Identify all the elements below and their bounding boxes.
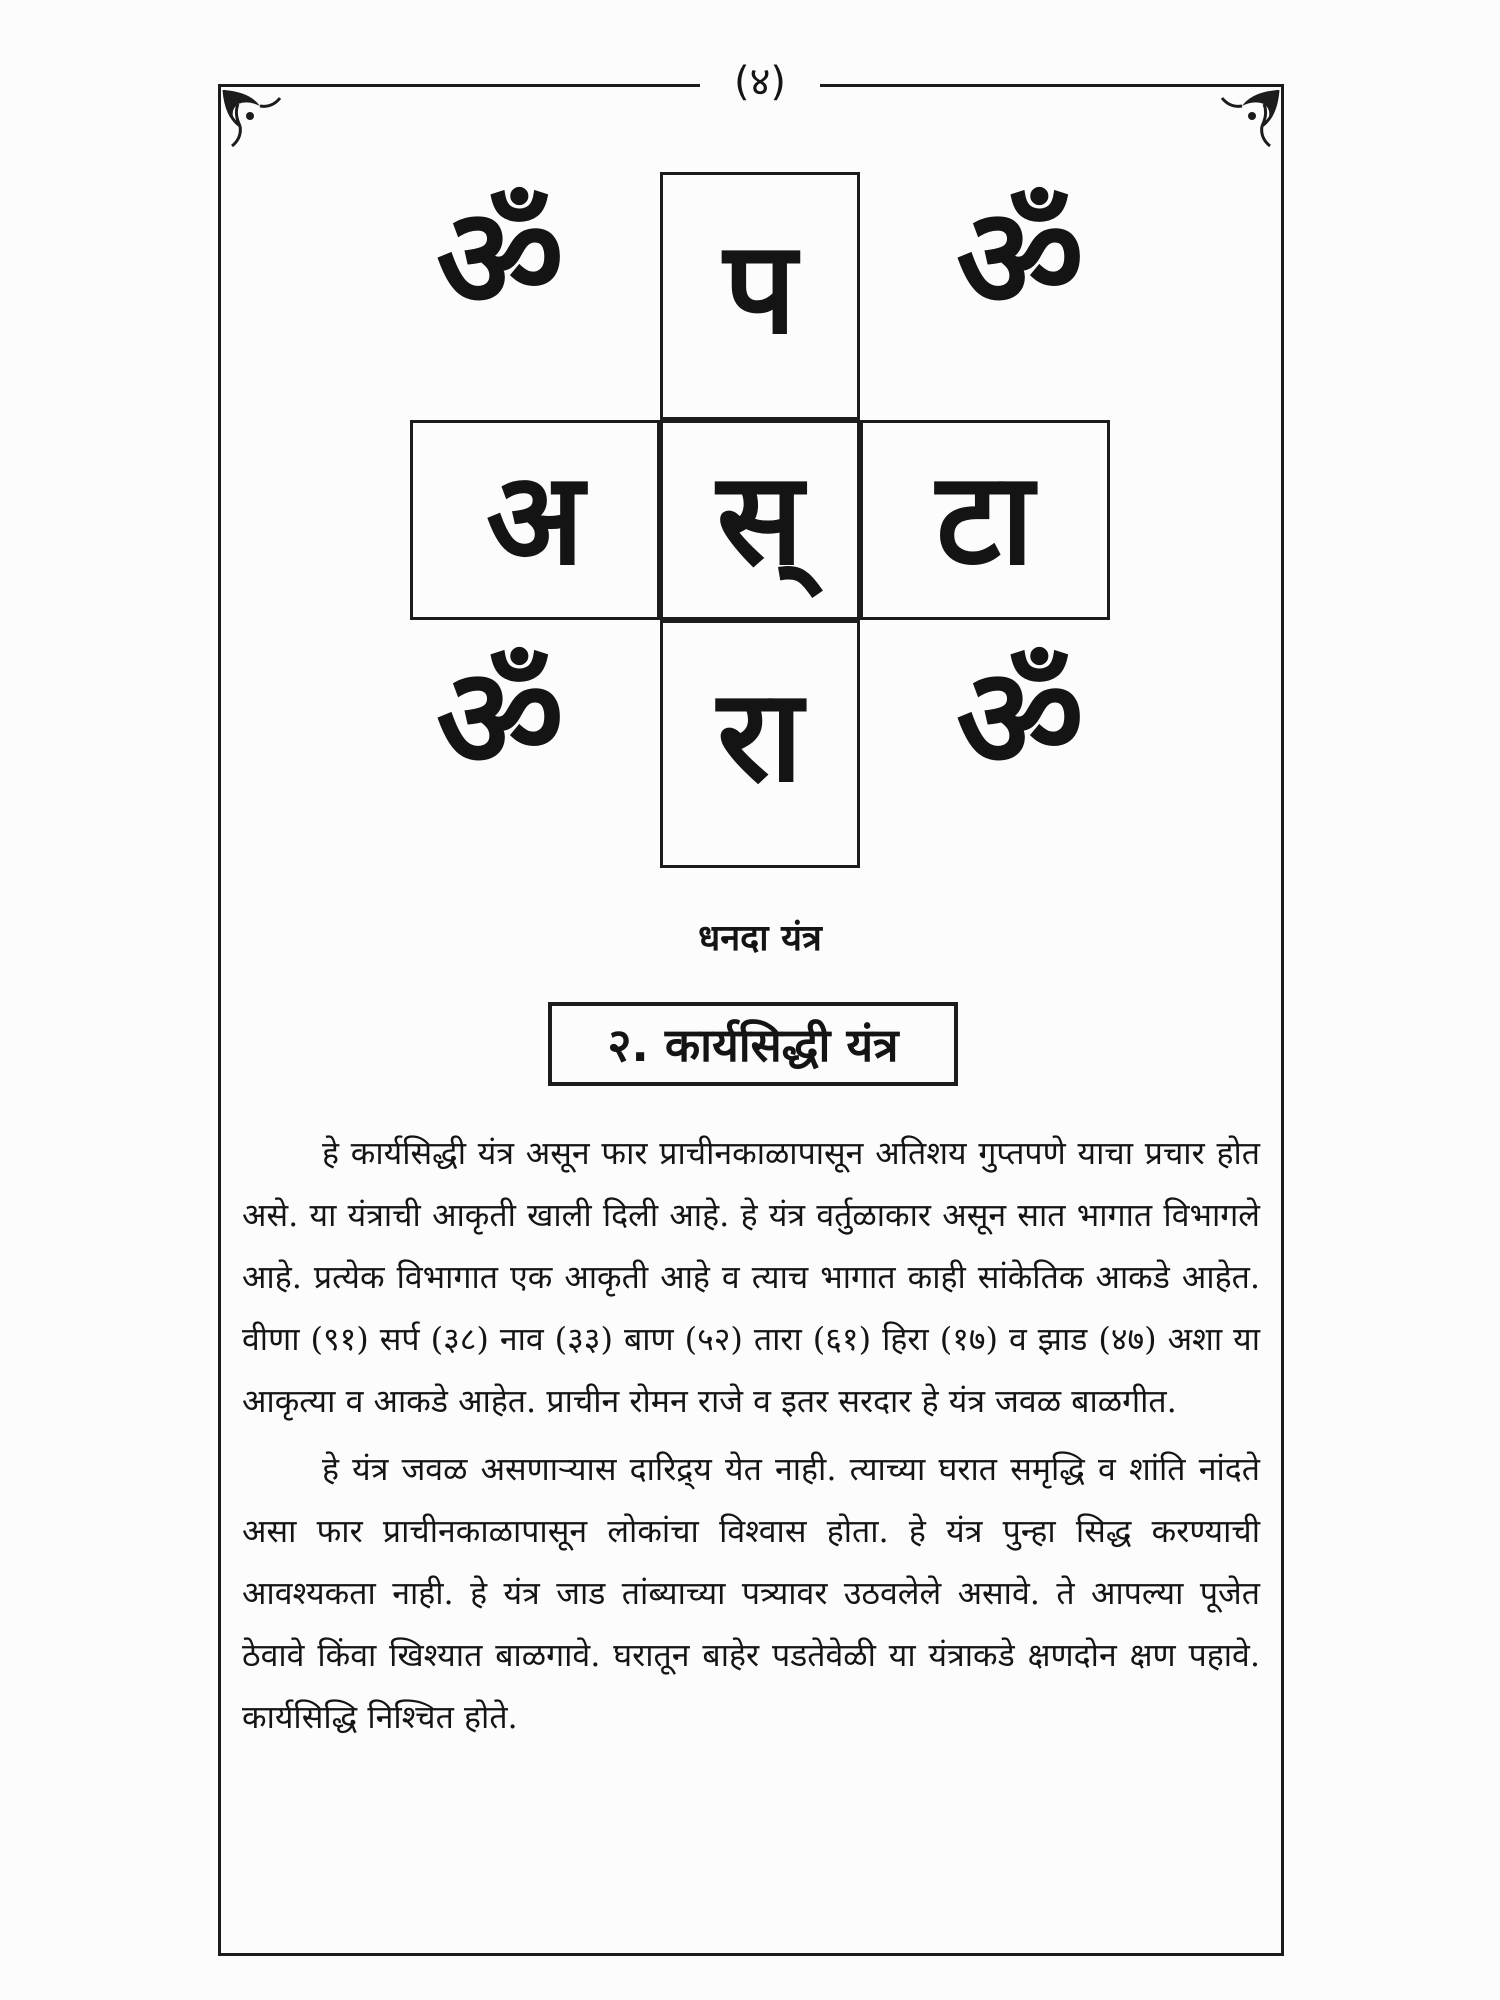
paragraph: हे यंत्र जवळ असणाऱ्यास दारिद्र्य येत नाही. त्याच्या घरात समृद्धि व शांति नांदते असा फार प्राचीनकाळापासून लोकांचा विश्वास होता. हे यंत्र पुन्हा सिद्ध करण्याची आवश्यकता नाही. हे यंत्र जाड तांब्याच्या पत्र्यावर उठवलेले असावे. ते आपल्या पूजेत ठेवावे किंवा खिश्यात बाळगावे. घरातून बाहेर पडतेवेळी या यंत्राकडे क्षणदोन क्षण पहावे. कार्यसिद्धि निश्चित होते. — [242, 1450, 1260, 1736]
corner-ornament-icon — [1210, 86, 1282, 158]
yantra-caption: धनदा यंत्र — [698, 918, 822, 959]
yantra-cell-center: स् — [660, 420, 860, 620]
section-heading: २. कार्यसिद्धी यंत्र — [548, 1002, 958, 1086]
om-symbol-bottom-right: ॐ — [956, 638, 1084, 801]
om-symbol-top-right: ॐ — [956, 178, 1084, 341]
om-symbol-top-left: ॐ — [436, 178, 564, 341]
body-text — [242, 1122, 1260, 1754]
om-symbol-bottom-left: ॐ — [436, 638, 564, 801]
yantra-cell-left: अ — [410, 420, 660, 620]
yantra-cell-right: टा — [860, 420, 1110, 620]
yantra-cell-bottom: रा — [660, 620, 860, 868]
page-number: (४) — [700, 52, 820, 112]
dhanada-yantra-grid — [400, 160, 1120, 880]
paragraph: हे कार्यसिद्धी यंत्र असून फार प्राचीनकाळापासून अतिशय गुप्तपणे याचा प्रचार होत असे. या यंत्राची आकृती खाली दिली आहे. हे यंत्र वर्तुळाकार असून सात भागात विभागले आहे. प्रत्येक विभागात एक आकृती आहे व त्याच भागात काही सांकेतिक आकडे आहेत. वीणा (९१) सर्प (३८) नाव (३३) बाण (५२) तारा (६१) हिरा (१७) व झाड (४७) अशा या आकृत्या व आकडे आहेत. प्राचीन रोमन राजे व इतर सरदार हे यंत्र जवळ बाळगीत. — [242, 1134, 1260, 1420]
corner-ornament-icon — [220, 86, 292, 158]
yantra-cell-top: प — [660, 172, 860, 420]
